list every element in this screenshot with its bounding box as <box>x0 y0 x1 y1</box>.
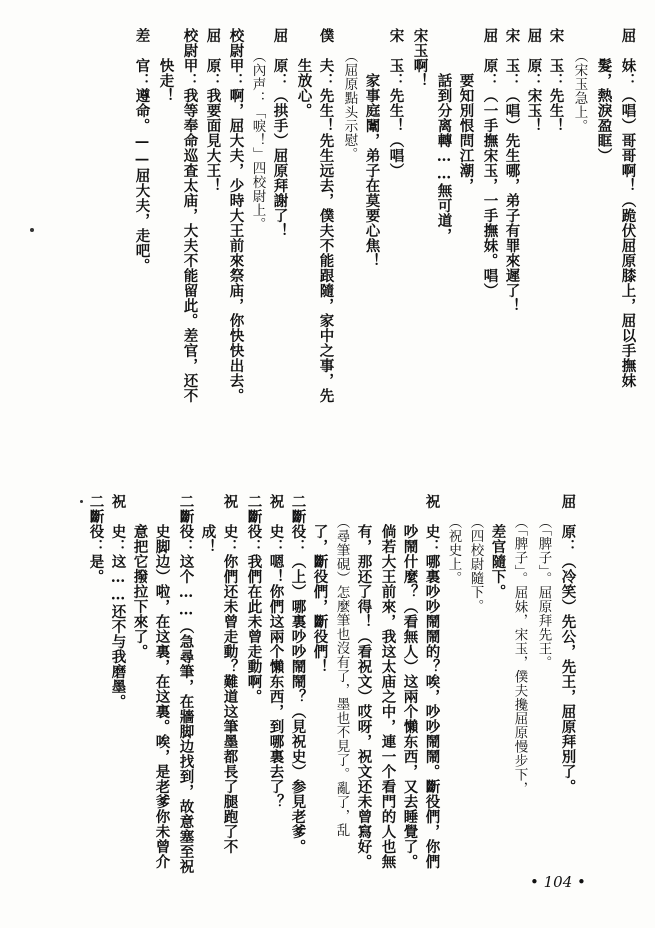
left-half-line: 二斷役：这个……（急尋筆，在牆脚边找到，故意塞至祝 <box>177 494 195 874</box>
left-half-line: 意把它撥拉下來了。 <box>131 494 149 659</box>
left-half-line: （尋筆硯）怎麼筆也沒有了，墨也不見了。亂了，乱 <box>333 494 350 838</box>
left-half-line: 祝 史：你們还未曾走動？難道这筆墨都長了腿跑了不 <box>221 494 239 854</box>
left-half-line: （四校尉隨下。 <box>467 494 484 614</box>
left-half-line: 倘若大王前來，我这太庙之中，連一个看門的人也無 <box>379 494 397 869</box>
right-half-line: 僕 夫：先生！先生远去，僕夫不能跟隨，家中之事，先 <box>317 28 335 403</box>
left-half-line: 二斷役：（上）哪裏吵吵鬧鬧？（見祝史）参見老爹。 <box>289 494 307 854</box>
left-half-line: 祝 史：嗯！你們这兩个懶东西，到哪裏去了？ <box>267 494 285 809</box>
right-half-line: 生放心。 <box>295 28 313 118</box>
right-half-line: 宋玉啊！ <box>411 28 429 88</box>
left-half-line: 祝 史：这……还不与我磨墨。 <box>109 494 127 709</box>
right-half-line: 話到分离轉……無可道， <box>435 28 453 243</box>
right-half-line: 屈 妹：（唱）哥哥啊！（跪伏屈原膝上，屈以手撫妹 <box>619 28 637 388</box>
right-half-line: 屈 原：我要面見大王！ <box>204 28 222 193</box>
left-half-line: （「脾子」。屈原拜先王。 <box>535 494 552 670</box>
right-half-line: 髮，熱淚盈眶） <box>595 28 613 163</box>
left-half-line: （祝史上。 <box>445 494 462 586</box>
right-half-line: （宋玉急上。 <box>571 28 588 134</box>
left-half-line: 了，斷役們，斷役們！ <box>311 494 329 674</box>
left-half-line: 吵鬧什麼？（看無人）这兩个懶东西，又去睡覺了。 <box>401 494 419 869</box>
left-half-line: 差官隨下。 <box>489 494 507 599</box>
scan-speck <box>30 228 34 232</box>
left-half-line: 史脚边）啦，在这裏，在这裏。唉，是老爹你未曾介 <box>153 494 171 869</box>
right-half-line: 家事庭闈，弟子在莫要心焦！ <box>363 28 381 268</box>
right-half-line: 要知別恨問江潮， <box>457 28 475 193</box>
right-half-line: 校尉甲：啊，屈大夫，少時大王前來祭庙，你快快出去。 <box>227 28 245 403</box>
right-half-line: 快走！ <box>157 28 175 103</box>
left-half-line: 二斷役：我們在此未曾走動啊。 <box>245 494 263 704</box>
right-half-line: 屈 原：宋玉！ <box>525 28 543 133</box>
left-half-line: 成！ <box>199 494 217 554</box>
right-half-line: 差 官：遵命。——屈大夫，走吧。 <box>133 28 151 273</box>
left-half-line: 有，那还了得！（看祝文）哎呀，祝文还未曾寫好。 <box>355 494 373 869</box>
right-half-line: 屈 原：（拱手）屈原拜謝了！ <box>271 28 289 238</box>
right-half-line: 宋 玉：先生！（唱） <box>387 28 405 178</box>
right-half-line: （屈原點头示慰。 <box>341 28 358 162</box>
left-half-line: 祝 史：哪裏吵吵鬧鬧的？唉，吵吵鬧鬧。斷役們，你們 <box>423 494 441 869</box>
page-number: • 104 • <box>530 873 586 891</box>
right-half-line: （內声：「唳！」四校尉上。 <box>249 28 266 232</box>
scan-speck <box>80 500 83 503</box>
left-half-line: （「脾子」。屈妹，宋玉，僕夫攙屈原慢步下， <box>511 494 528 796</box>
left-half-line: 二斷役：是。 <box>87 494 105 584</box>
right-half-line: 屈 原：（一手撫宋玉，一手撫妹。唱） <box>481 28 499 298</box>
right-half-line: 宋 玉：（唱）先生哪，弟子有罪來遲了！ <box>503 28 521 313</box>
right-half-line: 校尉甲：我等奉命巡査太庙，大夫不能留此。差官，还不 <box>181 28 199 403</box>
left-half-line: 屈 原：（冷笑）先公，先王，屈原拜別了。 <box>559 494 577 794</box>
right-half-line: 宋 玉：先生！ <box>547 28 565 133</box>
